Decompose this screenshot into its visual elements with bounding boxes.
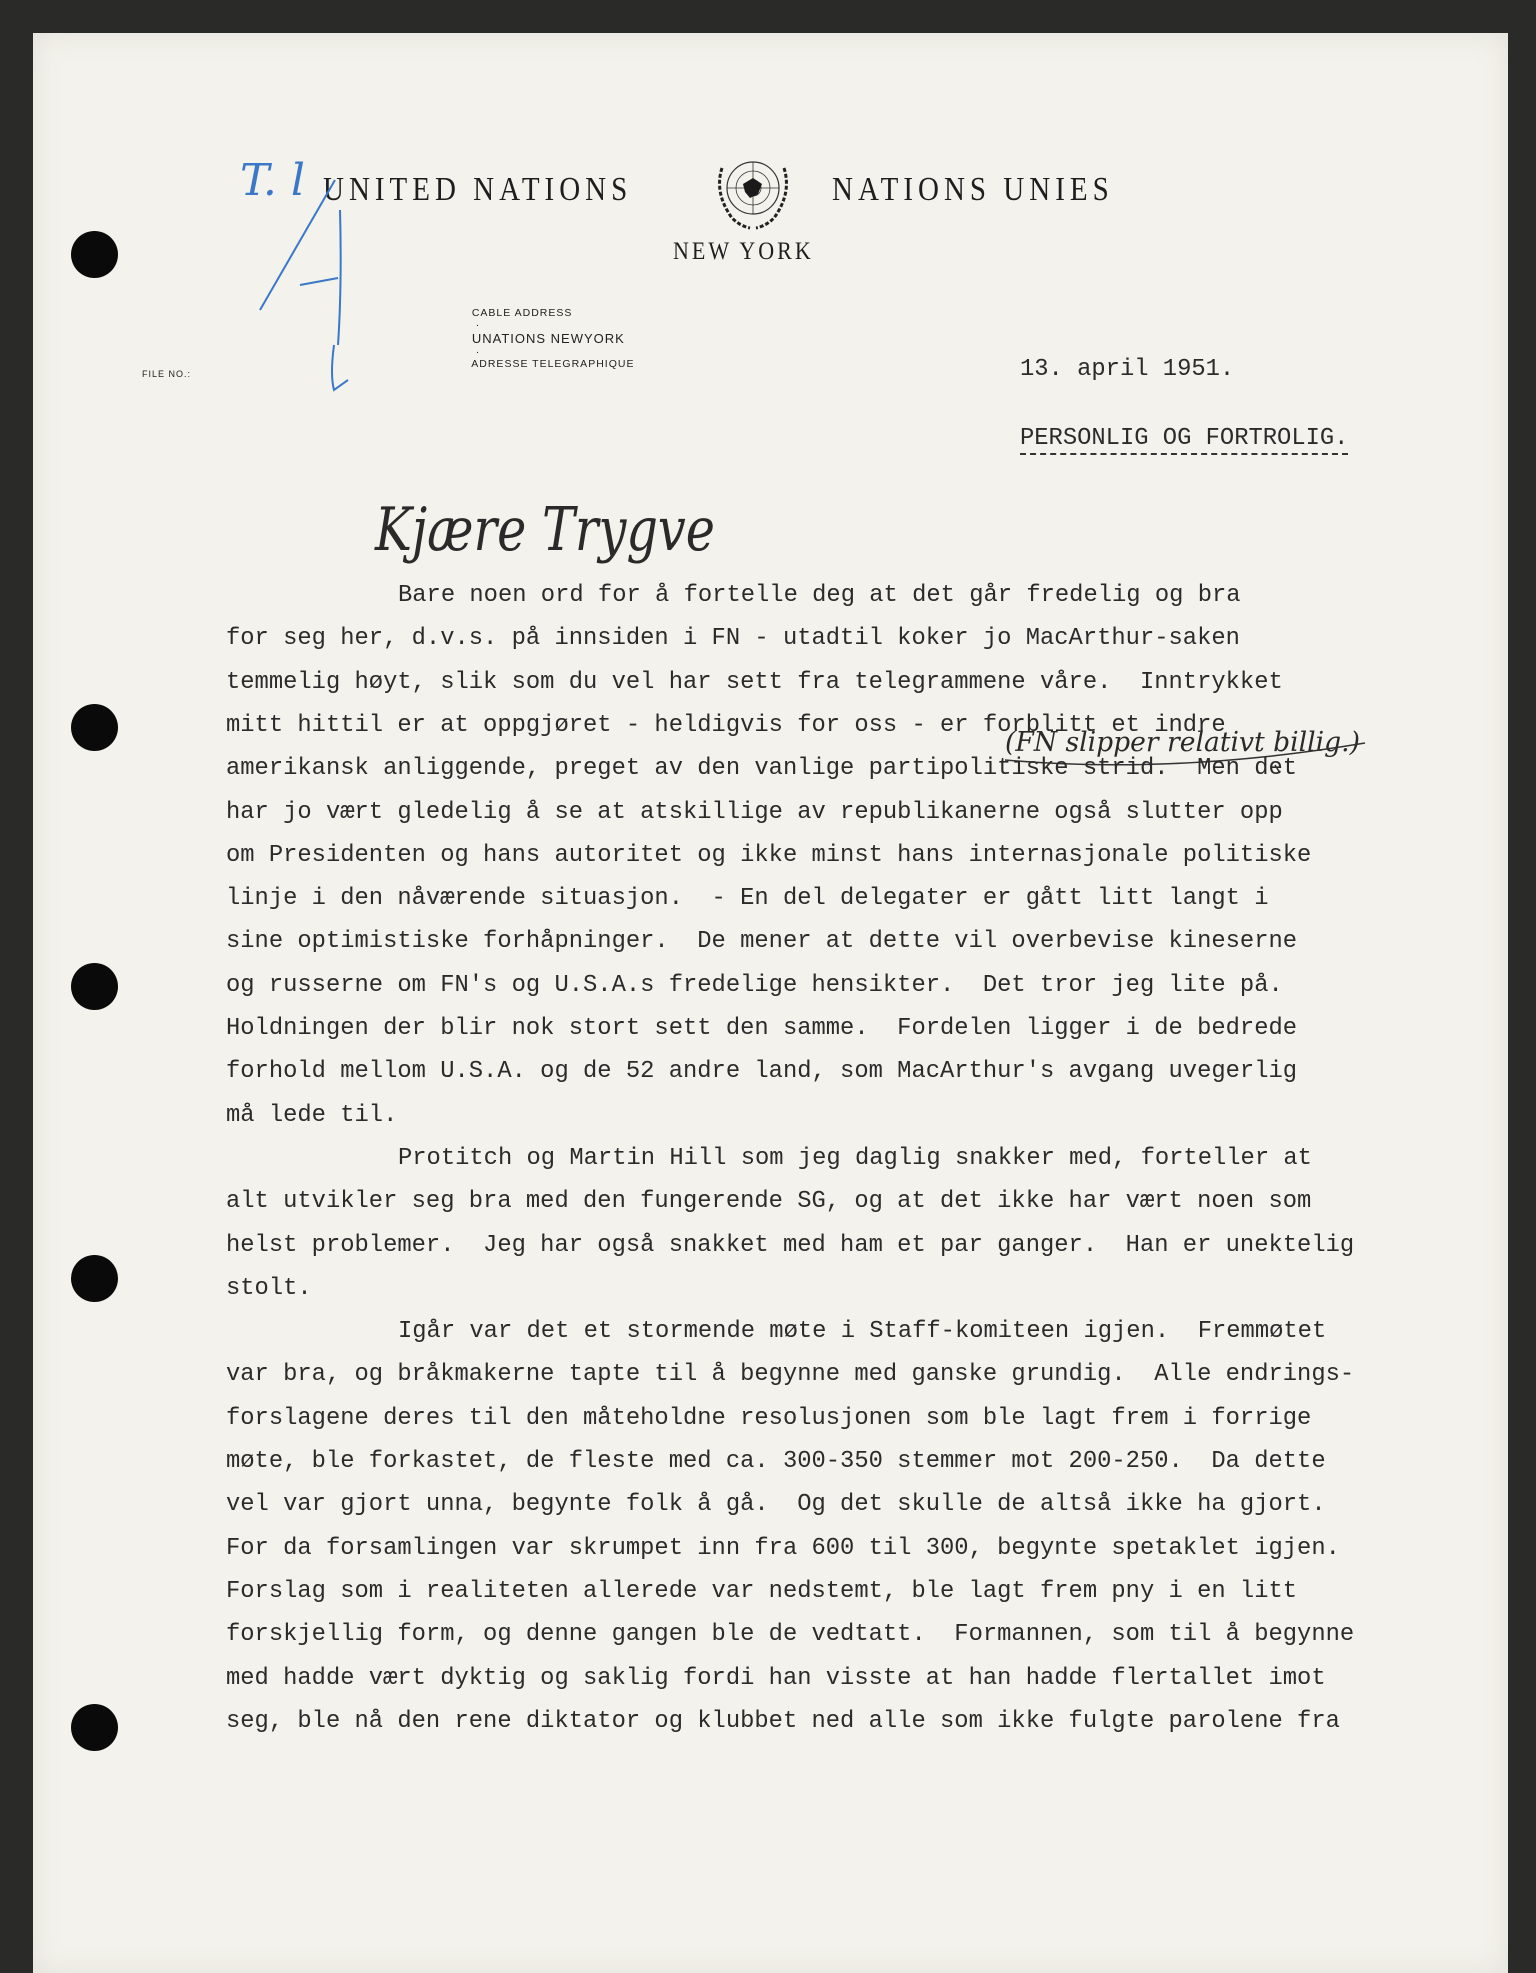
body-line: linje i den nåværende situasjon. - En del delegater er gått litt langt i [226, 885, 1269, 913]
body-line: alt utvikler seg bra med den fungerende SG, og at det ikke har vært noen som [226, 1188, 1312, 1216]
svg-text:(FN slipper relativt billig.): (FN slipper relativt billig.) [1005, 727, 1360, 758]
classification-label: PERSONLIG OG FORTROLIG. [1020, 427, 1348, 455]
body-line: stolt. [226, 1274, 312, 1302]
letterhead-city: NEW YORK [673, 236, 814, 265]
body-line: for seg her, d.v.s. på innsiden i FN - utadtil koker jo MacArthur-saken [226, 625, 1240, 653]
body-line: vel var gjort unna, begynte folk å gå. Og det skulle de altså ikke ha gjort. [226, 1491, 1326, 1519]
body-line: temmelig høyt, slik som du vel har sett fra telegrammene våre. Inntrykket [226, 668, 1283, 696]
body-line: helst problemer. Jeg har også snakket med ham et par ganger. Han er unektelig [226, 1231, 1355, 1259]
handwritten-salutation [370, 480, 730, 580]
svg-text:T. l: T. l [240, 155, 305, 206]
body-line: Forslag som i realiteten allerede var nedstemt, ble lagt frem pny i en litt [226, 1577, 1298, 1605]
cable-label-fr: ADRESSE TELEGRAPHIQUE [471, 358, 635, 370]
cable-label-en: CABLE ADDRESS [471, 307, 573, 319]
punch-hole [71, 704, 118, 751]
svg-text:Kjære Trygve: Kjære Trygve [374, 495, 715, 565]
body-line: Bare noen ord for å fortelle deg at det går fredelig og bra [398, 582, 1241, 609]
punch-hole [71, 231, 118, 278]
body-line: om Presidenten og hans autoritet og ikke minst hans internasjonale politiske [226, 841, 1312, 869]
body-line: og russerne om FN's og U.S.A.s fredelige hensikter. Det tror jeg lite på. [226, 971, 1283, 999]
file-no-label: FILE NO.: [142, 369, 192, 379]
cable-address-value: UNATIONS NEWYORK [471, 331, 625, 346]
punch-hole [71, 1704, 118, 1751]
body-line: forslagene deres til den måteholdne resolusjonen som ble lagt frem i forrige [226, 1404, 1312, 1432]
body-line: har jo vært gledelig å se at atskillige av republikanerne også slutter opp [226, 798, 1283, 826]
body-line: forskjellig form, og denne gangen ble de vedtatt. Formannen, som til å begynne [226, 1621, 1355, 1649]
un-emblem-icon [710, 148, 796, 234]
letter-date: 13. april 1951. [1020, 356, 1235, 383]
punch-hole [71, 1255, 118, 1302]
letterhead-org-en: UNITED NATIONS [323, 171, 633, 208]
cable-address: CABLE ADDRESS · UNATIONS NEWYORK · ADRESSE TELEGRAPHIQUE [471, 307, 635, 370]
body-line: Holdningen der blir nok stort sett den samme. Fordelen ligger i de bedrede [226, 1015, 1298, 1042]
body-line: seg, ble nå den rene diktator og klubbet ned alle som ikke fulgte parolene fra [226, 1707, 1340, 1735]
body-line: må lede til. [226, 1101, 398, 1129]
body-line: amerikansk anliggende, preget av den vanlige partipolitiske strid. Men det [226, 755, 1298, 783]
body-line: sine optimistiske forhåpninger. De mener at dette vil overbevise kineserne [226, 928, 1298, 956]
body-line: Protitch og Martin Hill som jeg daglig snakker med, forteller at [398, 1144, 1312, 1172]
body-line: Igår var det et stormende møte i Staff-komiteen igjen. Fremmøtet [398, 1318, 1327, 1346]
body-line: med hadde vært dyktig og saklig fordi han visste at han hadde flertallet imot [226, 1664, 1326, 1692]
handwritten-margin-note [230, 135, 380, 395]
letterhead-org-fr: NATIONS UNIES [832, 171, 1114, 208]
body-line: For da forsamlingen var skrumpet inn fra 600 til 300, begynte spetaklet igjen. [226, 1534, 1340, 1562]
body-line: forhold mellom U.S.A. og de 52 andre land, som MacArthur's avgang uvegerlig [226, 1058, 1298, 1086]
body-line: var bra, og bråkmakerne tapte til å begynne med ganske grundig. Alle endrings- [226, 1361, 1355, 1389]
punch-hole [71, 963, 118, 1010]
body-line: mitt hittil er at oppgjøret - heldigvis for oss - er forblitt et indre [226, 711, 1226, 739]
body-line: møte, ble forkastet, de fleste med ca. 300-350 stemmer mot 200-250. Da dette [226, 1448, 1326, 1475]
